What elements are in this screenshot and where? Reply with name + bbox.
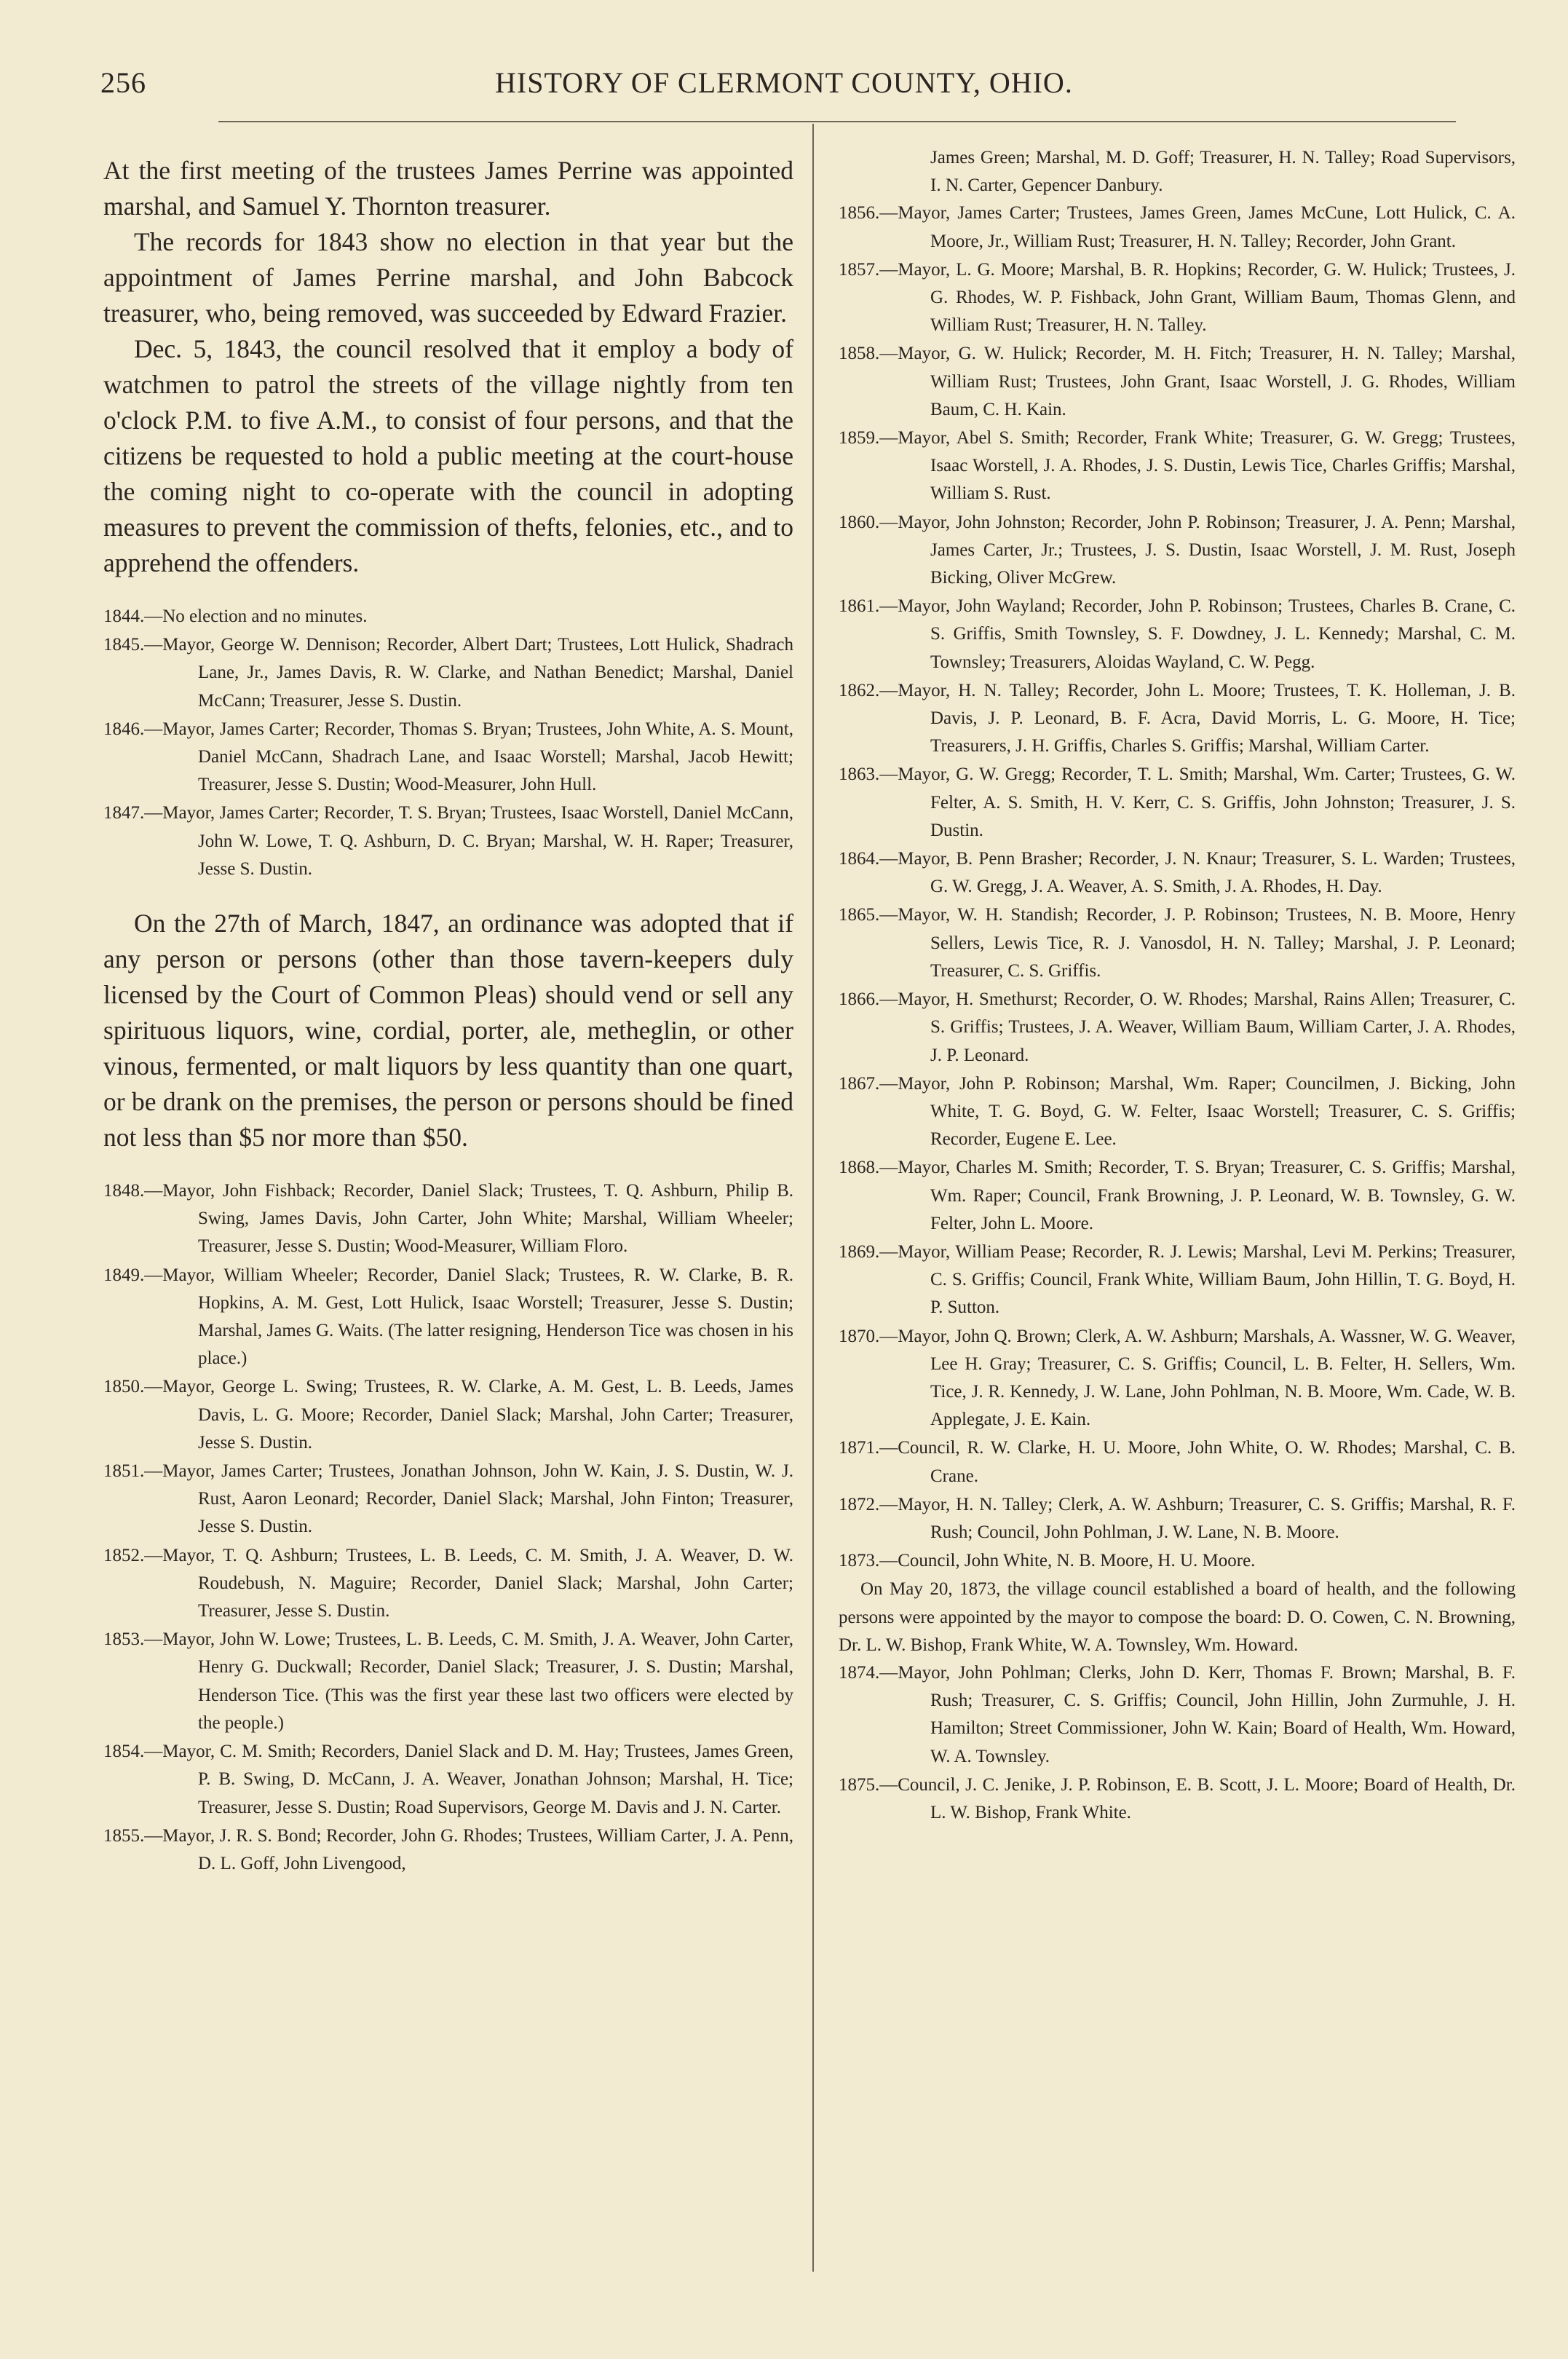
header-rule <box>218 121 1456 122</box>
election-entry: 1875.—Council, J. C. Jenike, J. P. Robinson, E. B. Scott, J. L. Moore; Board of Health, Dr. L. W. Bishop, Frank White. <box>839 1774 1516 1822</box>
election-entry: 1866.—Mayor, H. Smethurst; Recorder, O. W. Rhodes; Marshal, Rains Allen; Treasurer, C. S. Griffis; Trustees, J. A. Weaver, William Baum, William Carter, J. A. Rhodes, J. P. Leonard. <box>839 989 1516 1065</box>
election-entry: 1868.—Mayor, Charles M. Smith; Recorder, T. S. Bryan; Treasurer, C. S. Griffis; Marshal, Wm. Raper; Council, Frank Browning, J. P. Leonard, W. B. Townsley, G. W. Felter, John L. Moore. <box>839 1158 1516 1233</box>
election-entry: 1846.—Mayor, James Carter; Recorder, Thomas S. Bryan; Trustees, John White, A. S. Mount, Daniel McCann, Shadrach Lane, and Isaac Worstell; Marshal, Jacob Hewitt; Treasurer, Jesse S. Dustin; Wood-Measurer, John Hull. <box>103 719 793 795</box>
election-entry: 1844.—No election and no minutes. <box>103 606 368 626</box>
election-entry: 1870.—Mayor, John Q. Brown; Clerk, A. W. Ashburn; Marshals, A. Wassner, W. G. Weaver, Lee H. Gray; Treasurer, C. S. Griffis; Council, L. B. Felter, H. Sellers, Wm. Tice, J. R. Kennedy, J. W. Lane, John Pohlman, N. B. Moore, Wm. Cade, W. B. Applegate, J. E. Kain. <box>839 1326 1516 1430</box>
right-column <box>839 144 1516 1827</box>
election-entry: 1873.—Council, John White, N. B. Moore, H. U. Moore. <box>839 1551 1256 1571</box>
election-entry: 1849.—Mayor, William Wheeler; Recorder, Daniel Slack; Trustees, R. W. Clarke, B. R. Hopkins, A. M. Gest, Lott Hulick, Isaac Worstell; Treasurer, Jesse S. Dustin; Marshal, James G. Waits. (The latter resigning, Henderson Tice was chosen in his place.) <box>103 1265 793 1369</box>
body-paragraph: At the first meeting of the trustees James Perrine was appointed marshal, and Samuel Y. Thornton treasurer. <box>103 156 793 221</box>
election-entry: 1851.—Mayor, James Carter; Trustees, Jonathan Johnson, John W. Kain, J. S. Dustin, W. J. Rust, Aaron Leonard; Recorder, Daniel Slack; Marshal, John Finton; Treasurer, Jesse S. Dustin. <box>103 1461 793 1537</box>
body-paragraph: On the 27th of March, 1847, an ordinance was adopted that if any person or persons (other than those tavern-keepers duly licensed by the Court of Common Pleas) should vend or sell any spirituous liquors, wine, cordial, porter, ale, metheglin, or other vinous, fermented, or malt liquors by less quantity than one quart, or be drank on the premises, the person or persons should be fined not less than $5 nor more than $50. <box>103 909 793 1153</box>
election-entry: 1853.—Mayor, John W. Lowe; Trustees, L. B. Leeds, C. M. Smith, J. A. Weaver, John Carter, Henry G. Duckwall; Recorder, Daniel Slack; Treasurer, J. S. Dustin; Marshal, Henderson Tice. (This was the first year these last two officers were elected by the people.) <box>103 1629 793 1733</box>
continued-entry: James Green; Marshal, M. D. Goff; Treasurer, H. N. Talley; Road Supervisors, I. N. Carter, Gepencer Danbury. <box>930 148 1516 196</box>
election-entry: 1847.—Mayor, James Carter; Recorder, T. S. Bryan; Trustees, Isaac Worstell, Daniel McCann, John W. Lowe, T. Q. Ashburn, D. C. Bryan; Marshal, W. H. Raper; Treasurer, Jesse S. Dustin. <box>103 803 793 879</box>
election-entry: 1862.—Mayor, H. N. Talley; Recorder, John L. Moore; Trustees, T. K. Holleman, J. B. Davis, J. P. Leonard, B. F. Acra, David Morris, L. G. Moore, H. Tice; Treasurers, J. H. Griffis, Charles S. Griffis; Marshal, William Carter. <box>839 680 1516 756</box>
election-entry: 1850.—Mayor, George L. Swing; Trustees, R. W. Clarke, A. M. Gest, L. B. Leeds, James Davis, L. G. Moore; Recorder, Daniel Slack; Marshal, John Carter; Treasurer, Jesse S. Dustin. <box>103 1377 793 1453</box>
election-entry: 1872.—Mayor, H. N. Talley; Clerk, A. W. Ashburn; Treasurer, C. S. Griffis; Marshal, R. F. Rush; Council, John Pohlman, J. W. Lane, N. B. Moore. <box>839 1494 1516 1542</box>
left-column <box>103 146 793 1878</box>
running-title: HISTORY OF CLERMONT COUNTY, OHIO. <box>495 66 1073 99</box>
page-header <box>100 66 1469 109</box>
election-entry: 1861.—Mayor, John Wayland; Recorder, John P. Robinson; Trustees, Charles B. Crane, C. S. Griffis, Smith Townsley, S. F. Dowdney, J. L. Kennedy; Marshal, C. M. Townsley; Treasurers, Aloidas Wayland, C. W. Pegg. <box>839 596 1516 672</box>
election-entry: 1867.—Mayor, John P. Robinson; Marshal, Wm. Raper; Councilmen, J. Bicking, John White, T. G. Boyd, G. W. Felter, Isaac Worstell; Treasurer, C. S. Griffis; Recorder, Eugene E. Lee. <box>839 1073 1516 1150</box>
election-entry: 1856.—Mayor, James Carter; Trustees, James Green, James McCune, Lott Hulick, C. A. Moore, Jr., William Rust; Treasurer, H. N. Talley; Recorder, John Grant. <box>839 203 1516 251</box>
election-entry: 1864.—Mayor, B. Penn Brasher; Recorder, J. N. Knaur; Treasurer, S. L. Warden; Trustees, G. W. Gregg, J. A. Weaver, A. S. Smith, J. A. Rhodes, H. Day. <box>839 849 1516 897</box>
page-number: 256 <box>100 66 146 99</box>
election-entry: 1871.—Council, R. W. Clarke, H. U. Moore, John White, O. W. Rhodes; Marshal, C. B. Crane. <box>839 1438 1516 1486</box>
election-entry: 1874.—Mayor, John Pohlman; Clerks, John D. Kerr, Thomas F. Brown; Marshal, B. F. Rush; Treasurer, C. S. Griffis; Council, John Hillin, John Zurmuhle, J. H. Hamilton; Street Commissioner, John W. Kain; Board of Health, Wm. Howard, W. A. Townsley. <box>839 1662 1516 1766</box>
election-entry: 1857.—Mayor, L. G. Moore; Marshal, B. R. Hopkins; Recorder, G. W. Hulick; Trustees, J. G. Rhodes, W. P. Fishback, John Grant, William Baum, Thomas Glenn, and William Rust; Treasurer, H. N. Talley. <box>839 259 1516 336</box>
election-entry: 1860.—Mayor, John Johnston; Recorder, John P. Robinson; Treasurer, J. A. Penn; Marshal, James Carter, Jr.; Trustees, J. S. Dustin, Isaac Worstell, J. M. Rust, Joseph Bicking, Oliver McGrew. <box>839 512 1516 588</box>
board-of-health-paragraph: On May 20, 1873, the village council established a board of health, and the following persons were appointed by the mayor to compose the board: D. O. Cowen, C. N. Browning, Dr. L. W. Bishop, Frank White, W. A. Townsley, Wm. Howard. <box>839 1579 1516 1655</box>
election-entry: 1858.—Mayor, G. W. Hulick; Recorder, M. H. Fitch; Treasurer, H. N. Talley; Marshal, William Rust; Trustees, John Grant, Isaac Worstell, J. G. Rhodes, William Baum, C. H. Kain. <box>839 344 1516 419</box>
body-paragraph: The records for 1843 show no election in that year but the appointment of James Perrine marshal, and John Babcock treasurer, who, being removed, was succeeded by Edward Frazier. <box>103 227 793 328</box>
election-entry: 1845.—Mayor, George W. Dennison; Recorder, Albert Dart; Trustees, Lott Hulick, Shadrach Lane, Jr., James Davis, R. W. Clarke, and Nathan Benedict; Marshal, Daniel McCann; Treasurer, Jesse S. Dustin. <box>103 635 793 711</box>
election-entry: 1854.—Mayor, C. M. Smith; Recorders, Daniel Slack and D. M. Hay; Trustees, James Green, P. B. Swing, D. McCann, J. A. Weaver, Jonathan Johnson; Marshal, H. Tice; Treasurer, Jesse S. Dustin; Road Supervisors, George M. Davis and J. N. Carter. <box>103 1742 793 1817</box>
body-paragraph: Dec. 5, 1843, the council resolved that it employ a body of watchmen to patrol the streets of the village nightly from ten o'clock P.M. to five A.M., to consist of four persons, and that the citizens be requested to hold a public meeting at the court-house the coming night to co-operate with the council in adopting measures to prevent the commission of thefts, felonies, etc., and to apprehend the offenders. <box>103 334 793 577</box>
election-entry: 1852.—Mayor, T. Q. Ashburn; Trustees, L. B. Leeds, C. M. Smith, J. A. Weaver, D. W. Roudebush, N. Maguire; Recorder, Daniel Slack; Marshal, John Carter; Treasurer, Jesse S. Dustin. <box>103 1545 793 1621</box>
election-entry: 1865.—Mayor, W. H. Standish; Recorder, J. P. Robinson; Trustees, N. B. Moore, Henry Sellers, Lewis Tice, R. J. Vanosdol, H. N. Talley; Marshal, J. P. Leonard; Treasurer, C. S. Griffis. <box>839 905 1516 981</box>
column-divider <box>812 124 814 2272</box>
election-entry: 1848.—Mayor, John Fishback; Recorder, Daniel Slack; Trustees, T. Q. Ashburn, Philip B. Swing, James Davis, John Carter, John White; Marshal, William Wheeler; Treasurer, Jesse S. Dustin; Wood-Measurer, William Floro. <box>103 1181 793 1257</box>
election-entry: 1869.—Mayor, William Pease; Recorder, R. J. Lewis; Marshal, Levi M. Perkins; Treasurer, C. S. Griffis; Council, Frank White, William Baum, John Hillin, T. G. Boyd, H. P. Sutton. <box>839 1241 1516 1318</box>
election-entry: 1863.—Mayor, G. W. Gregg; Recorder, T. L. Smith; Marshal, Wm. Carter; Trustees, G. W. Felter, A. S. Smith, H. V. Kerr, C. S. Griffis, John Johnston; Treasurer, J. S. Dustin. <box>839 764 1516 840</box>
election-entry: 1859.—Mayor, Abel S. Smith; Recorder, Frank White; Treasurer, G. W. Gregg; Trustees, Isaac Worstell, J. A. Rhodes, J. S. Dustin, Lewis Tice, Charles Griffis; Marshal, William S. Rust. <box>839 428 1516 504</box>
election-entry: 1855.—Mayor, J. R. S. Bond; Recorder, John G. Rhodes; Trustees, William Carter, J. A. Penn, D. L. Goff, John Livengood, <box>103 1825 793 1873</box>
